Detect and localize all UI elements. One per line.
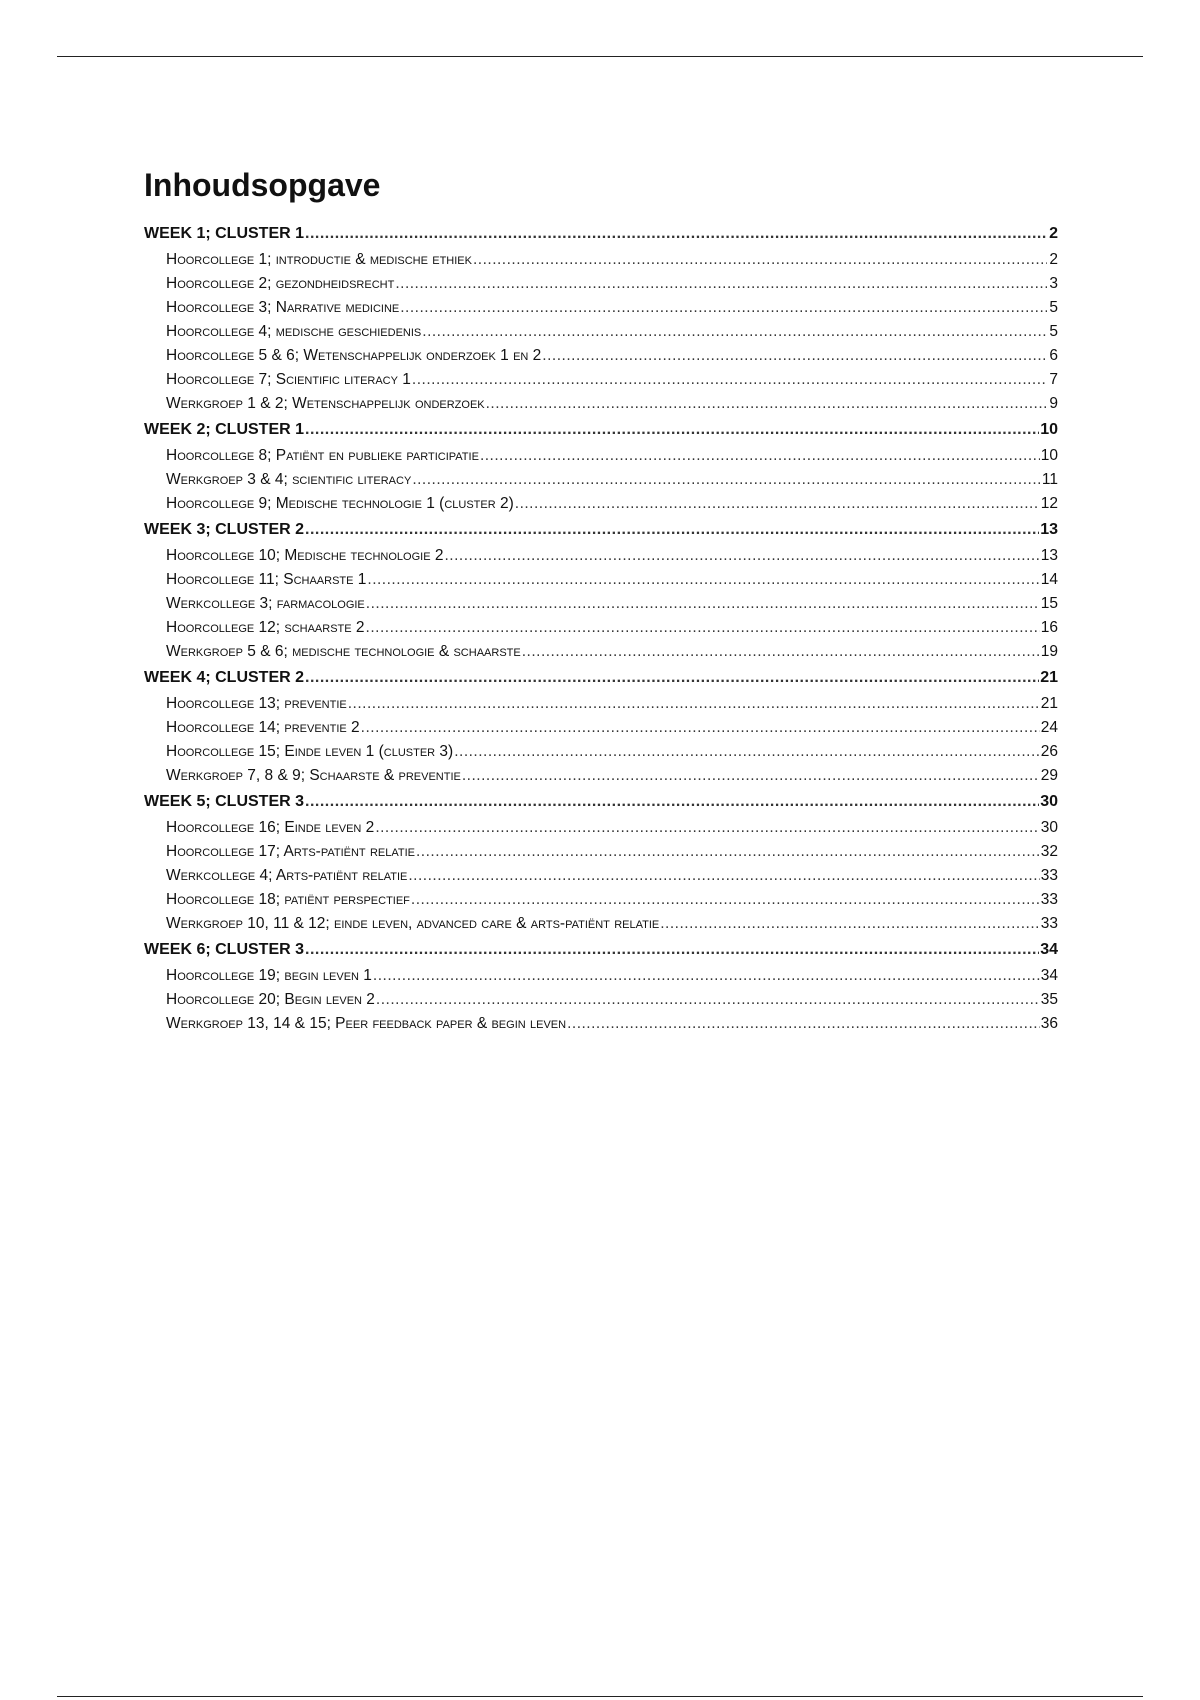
- toc-entry-week-4-item-2[interactable]: [144, 716, 1058, 740]
- toc-entry-label: Hoorcollege 18; patiënt perspectief: [166, 891, 410, 908]
- toc-entry-label: Hoorcollege 16; Einde leven 2: [166, 819, 375, 836]
- toc-entry-label: WEEK 1; CLUSTER 1: [144, 225, 305, 242]
- toc-entry-week-4-item-1[interactable]: [144, 692, 1058, 716]
- toc-entry-label: Hoorcollege 19; begin leven 1: [166, 967, 372, 984]
- dot-leader: [361, 716, 1040, 740]
- toc-entry-week-4-item-4[interactable]: [144, 764, 1058, 788]
- footer-rule: [57, 1696, 1143, 1697]
- dot-leader: [408, 864, 1039, 888]
- toc-entry-week-5-item-3[interactable]: [144, 864, 1058, 888]
- dot-leader: [305, 664, 1039, 692]
- toc-entry-label: Hoorcollege 1; introductie & medische ethiek: [166, 251, 472, 268]
- toc-page-number: 10: [1040, 421, 1058, 438]
- toc-page-number: 21: [1040, 695, 1058, 712]
- toc-page-number: 6: [1049, 347, 1058, 364]
- toc-page-number: 26: [1040, 743, 1058, 760]
- dot-leader: [305, 220, 1047, 248]
- dot-leader: [454, 740, 1040, 764]
- toc-entry-week-3-item-2[interactable]: [144, 568, 1058, 592]
- toc-entry-week-1-item-1[interactable]: [144, 248, 1058, 272]
- toc-page-number: 12: [1040, 495, 1058, 512]
- dot-leader: [367, 568, 1039, 592]
- toc-entry-label: Hoorcollege 4; medische geschiedenis: [166, 323, 422, 340]
- dot-leader: [480, 444, 1040, 468]
- toc-page-number: 36: [1040, 1015, 1058, 1032]
- toc-entry-week-2-item-3[interactable]: [144, 492, 1058, 516]
- toc-page-number: 30: [1040, 819, 1058, 836]
- toc-page-number: 19: [1040, 643, 1058, 660]
- dot-leader: [305, 516, 1039, 544]
- toc-entry-label: WEEK 6; CLUSTER 3: [144, 941, 305, 958]
- dot-leader: [522, 640, 1040, 664]
- toc-entry-label: Werkgroep 1 & 2; Wetenschappelijk onderzoek: [166, 395, 485, 412]
- toc-entry-week-3-item-1[interactable]: [144, 544, 1058, 568]
- toc-title: Inhoudsopgave: [144, 167, 381, 203]
- dot-leader: [416, 840, 1040, 864]
- table-of-contents: [144, 166, 1058, 1036]
- dot-leader: [660, 912, 1040, 936]
- dot-leader: [348, 692, 1040, 716]
- toc-entry-week-1-item-2[interactable]: [144, 272, 1058, 296]
- toc-entry-label: Hoorcollege 9; Medische technologie 1 (cluster 2): [166, 495, 514, 512]
- toc-page-number: 15: [1040, 595, 1058, 612]
- dot-leader: [411, 888, 1040, 912]
- toc-page-number: 13: [1040, 521, 1058, 538]
- dot-leader: [462, 764, 1040, 788]
- toc-entry-label: Hoorcollege 17; Arts-patiënt relatie: [166, 843, 415, 860]
- toc-entry-week-6[interactable]: [144, 936, 1058, 964]
- toc-page-number: 9: [1049, 395, 1058, 412]
- toc-entry-label: Werkcollege 4; Arts-patiënt relatie: [166, 867, 408, 884]
- toc-entry-week-3-item-5[interactable]: [144, 640, 1058, 664]
- dot-leader: [366, 616, 1040, 640]
- toc-entry-week-3[interactable]: [144, 516, 1058, 544]
- toc-entry-week-6-item-1[interactable]: [144, 964, 1058, 988]
- toc-entry-label: WEEK 3; CLUSTER 2: [144, 521, 305, 538]
- dot-leader: [486, 392, 1047, 416]
- toc-entry-label: WEEK 2; CLUSTER 1: [144, 421, 305, 438]
- toc-entry-week-1-item-7[interactable]: [144, 392, 1058, 416]
- toc-entry-week-2-item-1[interactable]: [144, 444, 1058, 468]
- toc-page-number: 5: [1049, 323, 1058, 340]
- toc-entry-week-6-item-2[interactable]: [144, 988, 1058, 1012]
- toc-page-number: 2: [1049, 225, 1058, 242]
- dot-leader: [395, 272, 1047, 296]
- dot-leader: [412, 468, 1041, 492]
- toc-page-number: 34: [1040, 941, 1058, 958]
- toc-page-number: 33: [1040, 891, 1058, 908]
- toc-page-number: 35: [1040, 991, 1058, 1008]
- toc-entry-label: Hoorcollege 13; preventie: [166, 695, 347, 712]
- toc-page-number: 10: [1040, 447, 1058, 464]
- toc-entry-label: Werkgroep 5 & 6; medische technologie & schaarste: [166, 643, 521, 660]
- toc-entry-week-1-item-5[interactable]: [144, 344, 1058, 368]
- toc-page-number: 13: [1040, 547, 1058, 564]
- toc-entry-week-2-item-2[interactable]: [144, 468, 1058, 492]
- dot-leader: [412, 368, 1047, 392]
- toc-entry-week-5-item-4[interactable]: [144, 888, 1058, 912]
- toc-entry-week-6-item-3[interactable]: [144, 1012, 1058, 1036]
- toc-page-number: 29: [1040, 767, 1058, 784]
- dot-leader: [542, 344, 1047, 368]
- toc-entry-week-1-item-4[interactable]: [144, 320, 1058, 344]
- toc-entry-week-3-item-4[interactable]: [144, 616, 1058, 640]
- toc-entry-week-1[interactable]: [144, 220, 1058, 248]
- dot-leader: [422, 320, 1047, 344]
- toc-entry-label: Werkgroep 3 & 4; scientific literacy: [166, 471, 412, 488]
- toc-page-number: 24: [1040, 719, 1058, 736]
- dot-leader: [515, 492, 1040, 516]
- toc-entry-week-2[interactable]: [144, 416, 1058, 444]
- toc-entry-label: Hoorcollege 2; gezondheidsrecht: [166, 275, 395, 292]
- toc-entry-label: Hoorcollege 14; preventie 2: [166, 719, 360, 736]
- toc-page-number: 2: [1049, 251, 1058, 268]
- toc-entry-label: Hoorcollege 20; Begin leven 2: [166, 991, 375, 1008]
- toc-entry-label: Hoorcollege 8; Patiënt en publieke participatie: [166, 447, 479, 464]
- dot-leader: [305, 788, 1039, 816]
- toc-entry-week-5-item-1[interactable]: [144, 816, 1058, 840]
- toc-entry-label: Hoorcollege 12; schaarste 2: [166, 619, 365, 636]
- toc-entry-label: Werkcollege 3; farmacologie: [166, 595, 365, 612]
- toc-entry-week-4-item-3[interactable]: [144, 740, 1058, 764]
- dot-leader: [305, 416, 1039, 444]
- dot-leader: [400, 296, 1047, 320]
- toc-entry-label: Hoorcollege 10; Medische technologie 2: [166, 547, 444, 564]
- toc-entry-label: Hoorcollege 3; Narrative medicine: [166, 299, 400, 316]
- dot-leader: [373, 964, 1040, 988]
- toc-list: [144, 220, 1058, 1036]
- toc-page-number: 11: [1041, 471, 1058, 488]
- dot-leader: [375, 816, 1039, 840]
- toc-page-number: 14: [1040, 571, 1058, 588]
- toc-entry-label: Werkgroep 10, 11 & 12; einde leven, advanced care & arts-patiënt relatie: [166, 915, 660, 932]
- toc-page-number: 16: [1040, 619, 1058, 636]
- toc-entry-label: Hoorcollege 11; Schaarste 1: [166, 571, 367, 588]
- toc-entry-week-3-item-3[interactable]: [144, 592, 1058, 616]
- toc-entry-week-1-item-3[interactable]: [144, 296, 1058, 320]
- toc-page-number: 34: [1040, 967, 1058, 984]
- toc-page-number: 33: [1040, 867, 1058, 884]
- toc-page-number: 32: [1040, 843, 1058, 860]
- toc-page-number: 30: [1040, 793, 1058, 810]
- toc-entry-week-5[interactable]: [144, 788, 1058, 816]
- toc-entry-week-4[interactable]: [144, 664, 1058, 692]
- toc-page-number: 7: [1049, 371, 1058, 388]
- header-rule: [57, 56, 1143, 57]
- toc-entry-label: Werkgroep 7, 8 & 9; Schaarste & preventie: [166, 767, 461, 784]
- toc-entry-week-5-item-5[interactable]: [144, 912, 1058, 936]
- toc-page-number: 3: [1049, 275, 1058, 292]
- toc-entry-label: Hoorcollege 15; Einde leven 1 (cluster 3): [166, 743, 454, 760]
- toc-entry-label: Hoorcollege 5 & 6; Wetenschappelijk onderzoek 1 en 2: [166, 347, 542, 364]
- dot-leader: [445, 544, 1040, 568]
- toc-entry-label: Werkgroep 13, 14 & 15; Peer feedback paper & begin leven: [166, 1015, 567, 1032]
- dot-leader: [376, 988, 1040, 1012]
- dot-leader: [567, 1012, 1040, 1036]
- toc-page-number: 33: [1040, 915, 1058, 932]
- dot-leader: [473, 248, 1047, 272]
- dot-leader: [366, 592, 1040, 616]
- toc-entry-label: Hoorcollege 7; Scientific literacy 1: [166, 371, 411, 388]
- toc-entry-week-1-item-6[interactable]: [144, 368, 1058, 392]
- toc-entry-label: WEEK 5; CLUSTER 3: [144, 793, 305, 810]
- toc-page-number: 21: [1040, 669, 1058, 686]
- toc-page-number: 5: [1049, 299, 1058, 316]
- dot-leader: [305, 936, 1039, 964]
- toc-entry-week-5-item-2[interactable]: [144, 840, 1058, 864]
- toc-entry-label: WEEK 4; CLUSTER 2: [144, 669, 305, 686]
